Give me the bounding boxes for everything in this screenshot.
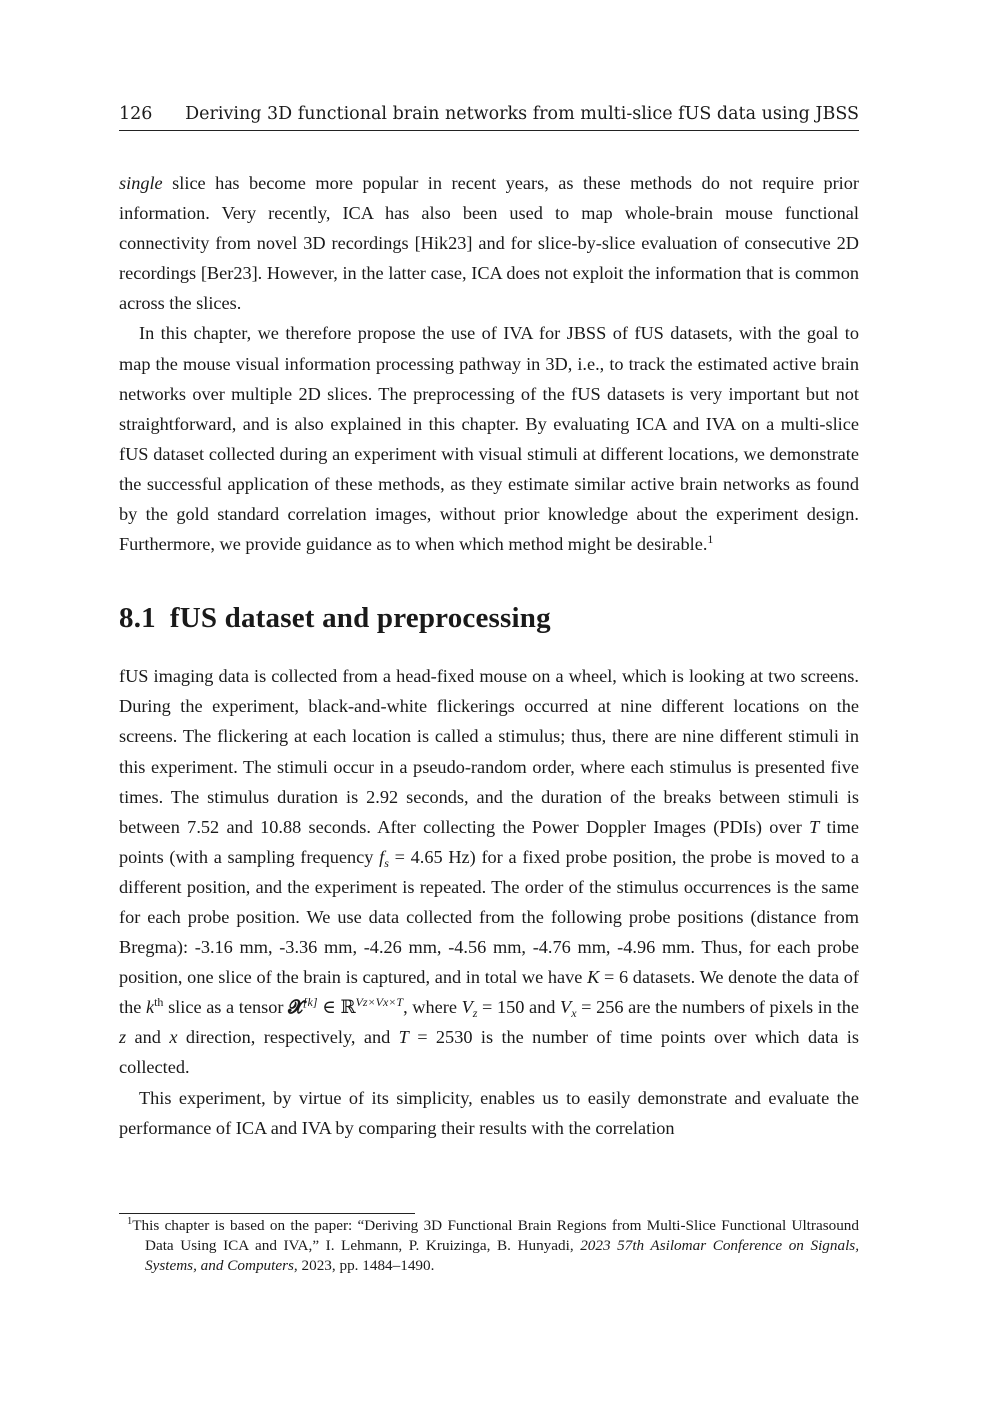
math-var: x (169, 1027, 178, 1048)
math-var: K (587, 967, 600, 988)
running-header (119, 104, 859, 131)
section-title: fUS dataset and preprocessing (169, 602, 551, 635)
text-run: direction, respectively, and (177, 1027, 399, 1048)
text-run: = 2530 is the number of time points over which data is collected. (119, 1027, 859, 1078)
section-heading (119, 601, 859, 635)
text-run: and (126, 1027, 170, 1048)
math-set: ∈ ℝ (317, 997, 356, 1018)
math-var: V (461, 997, 473, 1018)
math-var: z (119, 1027, 127, 1048)
math-var: k (145, 997, 155, 1018)
math-sub: x (571, 1006, 577, 1021)
emphasis: single (119, 173, 163, 193)
running-title: Deriving 3D functional brain networks from multi-slice fUS data using JBSS (185, 104, 859, 124)
math-sup: [k] (302, 995, 318, 1010)
math-var: T (809, 816, 820, 837)
footnote (119, 1213, 859, 1276)
page-number: 126 (119, 104, 153, 124)
text-run: time points (with a sampling frequency (119, 816, 860, 867)
paragraph (119, 661, 859, 1082)
text-run: slice has become more popular in recent years, as these methods do not require prior information. Very recently, ICA has also been used to map whole-brain mouse functional connectivity from novel 3D recordings [Hik23] and for slice-by-slice evaluation of consecutive 2D recordings [Ber23]. However, in the latter case, ICA does not exploit the information that is common across the slices. (119, 173, 859, 314)
paragraph (119, 168, 859, 318)
text-run: = 150 and (477, 997, 561, 1018)
footnote-mark: 1 (127, 1216, 133, 1227)
footnote-mark: 1 (707, 532, 714, 547)
footnote-rule (119, 1213, 415, 1214)
text-run: = 256 are the numbers of pixels in the (576, 997, 859, 1018)
math-tensor: 𝓧 (288, 997, 303, 1018)
text-run: fUS imaging data is collected from a head-fixed mouse on a wheel, which is looking at two screens. During the experiment, black-and-white flickerings occurred at nine different locations on the screens. The flickering at each location is called a stimulus; thus, there are nine different stimuli in this experiment. The stimuli occur in a pseudo-random order, where each stimulus is presented five times. The stimulus duration is 2.92 seconds, and the duration of the breaks between stimuli is between 7.52 and 10.88 seconds. After collecting the Power Doppler Images (PDIs) over (119, 666, 859, 837)
text-run: , where (403, 997, 462, 1018)
math-sup: th (154, 995, 164, 1010)
text-run: This chapter is based on the paper: “Deriving 3D Functional Brain Regions from Multi-Slice Functional Ultrasound Data Using ICA and IVA,” I. Lehmann, P. Kruizinga, B. Hunyadi, (132, 1217, 859, 1254)
body-text (119, 168, 859, 1143)
paragraph (119, 1083, 859, 1143)
text-run: , 2023, pp. 1484–1490. (293, 1257, 435, 1274)
text-run: This experiment, by virtue of its simplicity, enables us to easily demonstrate and evaluate the performance of ICA and IVA by comparing their results with the correlation (119, 1087, 859, 1138)
math-sub: s (384, 855, 389, 870)
footnote-text (119, 1216, 859, 1276)
math-var: T (398, 1027, 409, 1048)
text-run: = 4.65 Hz) for a fixed probe position, the probe is moved to a different position, and the experiment is repeated. The order of the stimulus occurrences is the same for each probe position. We use data collected from the following probe positions (distance from Bregma): -3.16 mm, -3.36 mm, -4.26 mm, -4.56 mm, -4.76 mm, -4.96 mm. Thus, for each probe position, one slice of the brain is captured, and in total we have (119, 846, 859, 988)
math-sup: Vz×Vx×T (355, 995, 404, 1010)
math-sub: z (472, 1006, 478, 1021)
text-run: slice as a tensor (163, 997, 289, 1018)
section-number: 8.1 (119, 602, 156, 635)
paragraph (119, 318, 859, 559)
text-run: In this chapter, we therefore propose the use of IVA for JBSS of fUS datasets, with the goal to map the mouse visual information processing pathway in 3D, i.e., to track the estimated active brain networks over multiple 2D slices. The preprocessing of the fUS datasets is very important but not straightforward, and is also explained in this chapter. By evaluating ICA and IVA on a multi-slice fUS dataset collected during an experiment with visual stimuli at different locations, we demonstrate the successful application of these methods, as they estimate similar active brain networks as found by the gold standard correlation images, without prior knowledge about the experiment design. Furthermore, we provide guidance as to when which method might be desirable. (119, 323, 859, 555)
emphasis: 2023 57th Asilomar Conference on Signals, Systems, and Computers (145, 1237, 859, 1274)
math-var: f (379, 846, 385, 867)
text-run: = 6 datasets. We denote the data of the (119, 967, 859, 1018)
math-var: V (560, 997, 572, 1018)
